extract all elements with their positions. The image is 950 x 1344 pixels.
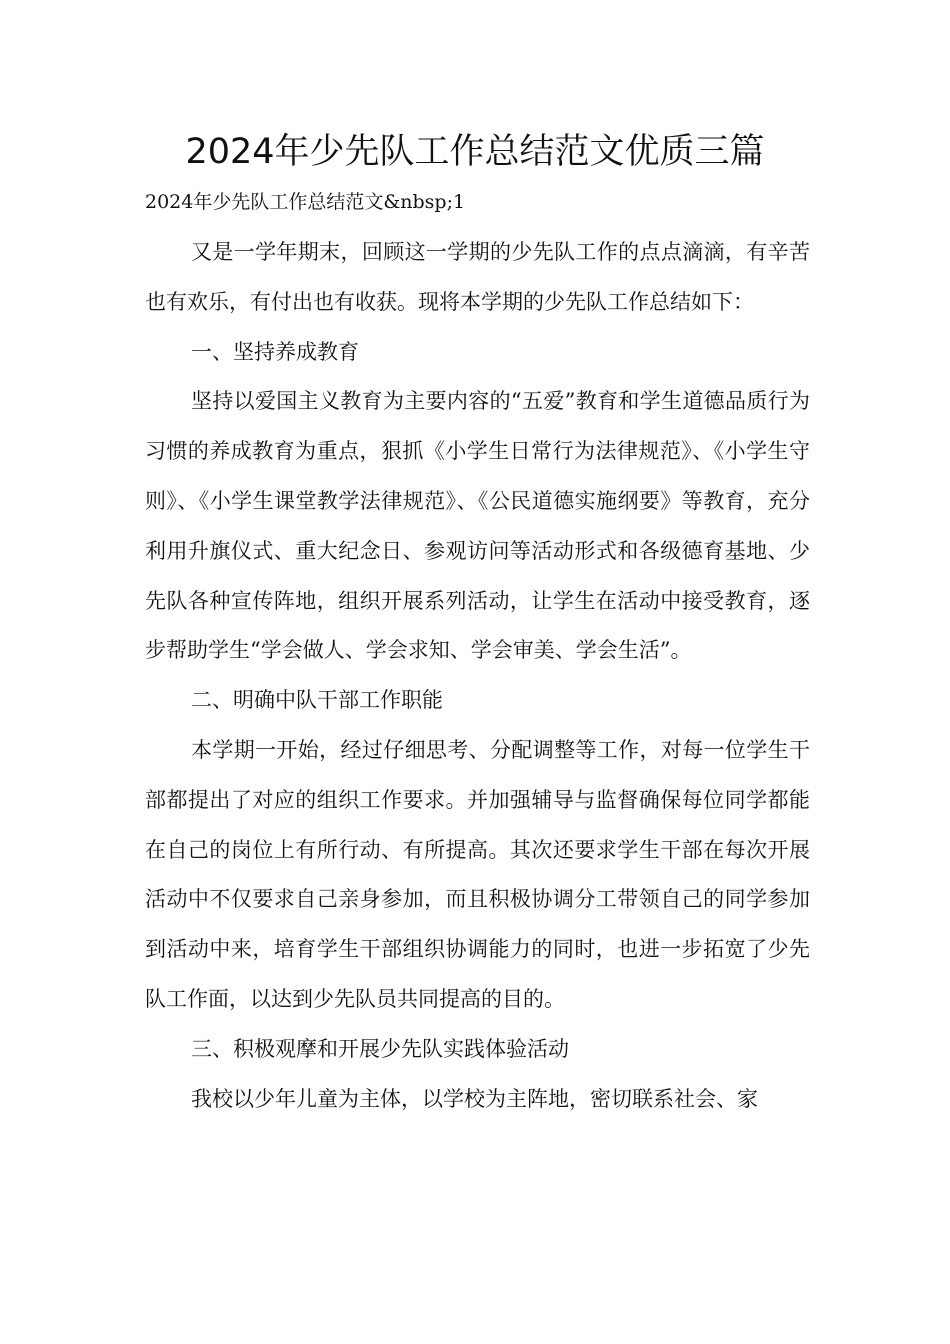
section-heading: 一、坚持养成教育 xyxy=(191,339,359,364)
document-body xyxy=(145,228,810,1124)
section-heading: 二、明确中队干部工作职能 xyxy=(191,688,443,713)
paragraph: 又是一学年期末，回顾这一学期的少先队工作的点点滴滴，有辛苦也有欢乐，有付出也有收获。现将本学期的少先队工作总结如下： xyxy=(145,240,810,314)
paragraph: 我校以少年儿童为主体，以学校为主阵地，密切联系社会、家 xyxy=(191,1086,758,1111)
paragraph: 本学期一开始，经过仔细思考、分配调整等工作，对每一位学生干部都提出了对应的组织工作要求。并加强辅导与监督确保每位同学都能在自己的岗位上有所行动、有所提高。其次还要求学生干部在每次开展活动中不仅要求自己亲身参加，而且积极协调分工带领自己的同学参加到活动中来，培育学生干部组织协调能力的同时，也进一步拓宽了少先队工作面，以达到少先队员共同提高的目的。 xyxy=(145,737,810,1011)
document-title: 2024年少先队工作总结范文优质三篇 xyxy=(185,132,765,172)
paragraph: 坚持以爱国主义教育为主要内容的“五爱”教育和学生道德品质行为习惯的养成教育为重点，狠抓《小学生日常行为法律规范》、《小学生守则》、《小学生课堂教学法律规范》、《公民道德实施纲要》等教育，充分利用升旗仪式、重大纪念日、参观访问等活动形式和各级德育基地、少先队各种宣传阵地，组织开展系列活动，让学生在活动中接受教育，逐步帮助学生“学会做人、学会求知、学会审美、学会生活”。 xyxy=(145,389,810,663)
section-heading: 三、积极观摩和开展少先队实践体验活动 xyxy=(191,1036,569,1061)
document-subtitle: 2024年少先队工作总结范文&nbsp;1 xyxy=(145,191,466,213)
